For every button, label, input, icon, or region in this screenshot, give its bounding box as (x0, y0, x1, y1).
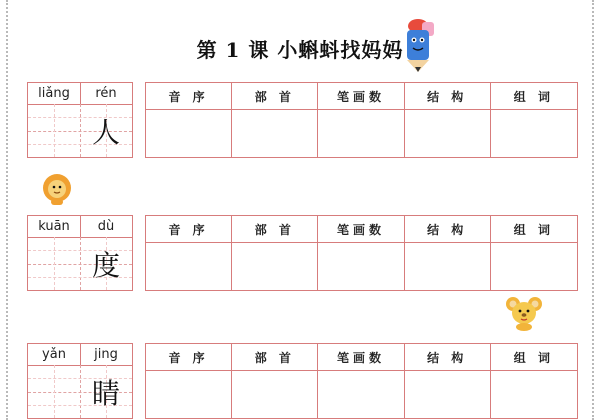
pinyin-row (28, 83, 132, 105)
answer-cell-jiegou[interactable] (405, 371, 491, 418)
header-bushou: 部 首 (232, 216, 318, 243)
answer-cell-yinxu[interactable] (146, 371, 232, 418)
header-jiegou: 结 构 (405, 83, 491, 110)
header-bihuashu: 笔画数 (318, 83, 404, 110)
answer-cell-bihuashu[interactable] (318, 243, 404, 290)
answer-cell-zuci[interactable] (491, 371, 577, 418)
analysis-table (145, 82, 578, 158)
pinyin-1: kuān (38, 219, 70, 234)
tian-zi-grid (27, 82, 133, 158)
character-block-2 (27, 215, 578, 291)
answer-cell-bushou[interactable] (232, 243, 318, 290)
header-bushou: 部 首 (232, 83, 318, 110)
analysis-table (145, 343, 578, 419)
header-zuci: 组 词 (491, 216, 577, 243)
pinyin-2: jing (94, 347, 118, 362)
example-character: 度 (91, 248, 120, 282)
tian-zi-grid (27, 343, 133, 419)
pinyin-1: liǎng (38, 86, 70, 101)
header-bihuashu: 笔画数 (318, 344, 404, 371)
character-writing-area[interactable] (28, 104, 132, 157)
answer-cell-bushou[interactable] (232, 110, 318, 157)
character-block-1 (27, 82, 578, 158)
left-dotted-border (6, 0, 8, 420)
answer-cell-yinxu[interactable] (146, 110, 232, 157)
pinyin-2: dù (97, 219, 115, 234)
answer-cell-zuci[interactable] (491, 110, 577, 157)
pinyin-row (28, 216, 132, 238)
right-dotted-border (592, 0, 594, 420)
header-bushou: 部 首 (232, 344, 318, 371)
header-jiegou: 结 构 (405, 344, 491, 371)
header-jiegou: 结 构 (405, 216, 491, 243)
answer-cell-jiegou[interactable] (405, 110, 491, 157)
answer-cell-bushou[interactable] (232, 371, 318, 418)
character-writing-area[interactable] (28, 237, 132, 290)
character-block-3 (27, 343, 578, 419)
analysis-table (145, 215, 578, 291)
page-title: 第 1 课 小蝌蚪找妈妈 (196, 38, 404, 62)
tian-zi-grid (27, 215, 133, 291)
header-yinxu: 音 序 (146, 344, 232, 371)
answer-cell-yinxu[interactable] (146, 243, 232, 290)
answer-cell-bihuashu[interactable] (318, 110, 404, 157)
example-character: 人 (91, 115, 120, 149)
example-character: 睛 (91, 376, 120, 410)
answer-cell-zuci[interactable] (491, 243, 577, 290)
koala-icon (505, 295, 543, 331)
header-yinxu: 音 序 (146, 83, 232, 110)
pencil-icon (398, 18, 438, 74)
header-yinxu: 音 序 (146, 216, 232, 243)
answer-cell-jiegou[interactable] (405, 243, 491, 290)
header-zuci: 组 词 (491, 83, 577, 110)
pinyin-2: rén (95, 86, 117, 101)
lion-icon (40, 172, 74, 206)
character-writing-area[interactable] (28, 365, 132, 418)
pinyin-1: yǎn (42, 347, 66, 362)
header-zuci: 组 词 (491, 344, 577, 371)
header-bihuashu: 笔画数 (318, 216, 404, 243)
answer-cell-bihuashu[interactable] (318, 371, 404, 418)
pinyin-row (28, 344, 132, 366)
